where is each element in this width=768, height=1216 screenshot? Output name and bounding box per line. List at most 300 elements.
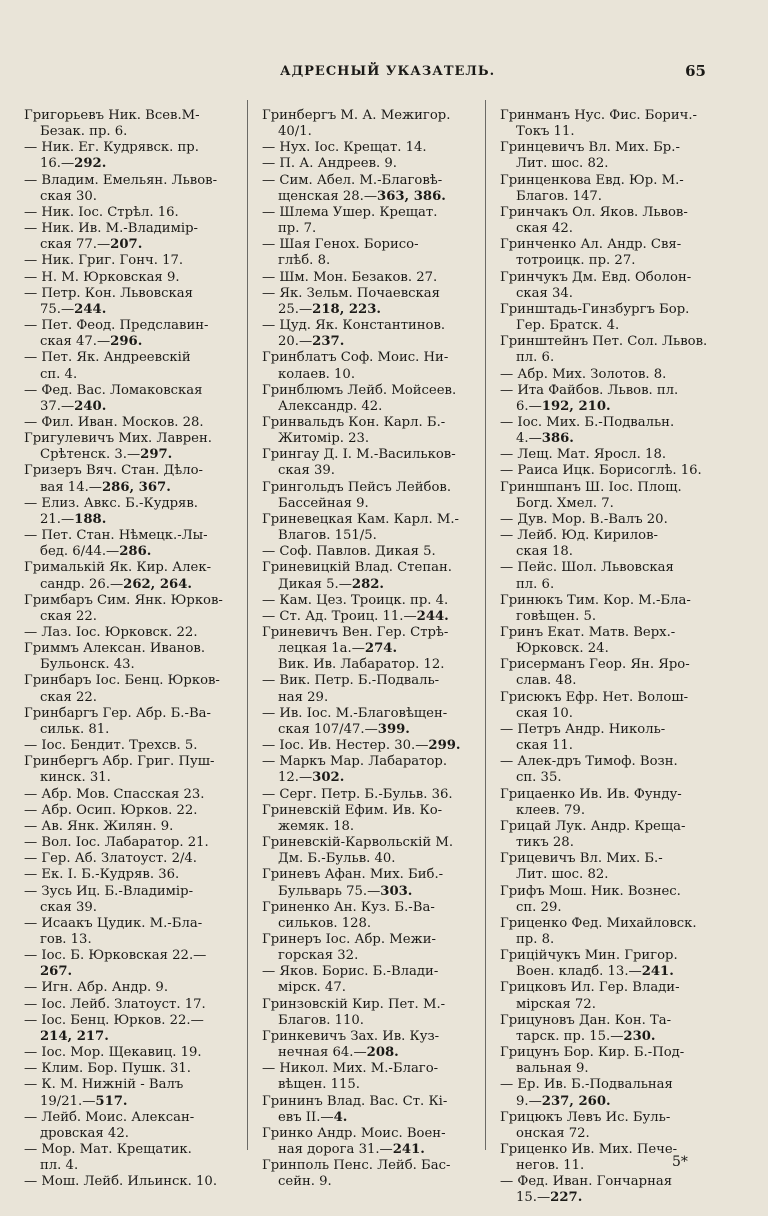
- entry-line: [262, 173, 474, 189]
- entry-line: [262, 625, 474, 641]
- phone-number: 297.: [140, 447, 173, 463]
- entry-text: — Гер. Аб. Златоуст. 2/4.: [24, 851, 197, 867]
- entry-line: [24, 189, 236, 205]
- entry-text: сильков. 128.: [278, 915, 372, 931]
- entry-line: [262, 512, 474, 528]
- entry-line: [24, 690, 236, 706]
- entry-line: [262, 819, 474, 835]
- entry-text: Грицуновъ Дан. Кон. Та-: [500, 1012, 672, 1028]
- entry-text: 19/21.—: [40, 1093, 96, 1109]
- entry-line: [24, 1158, 236, 1174]
- entry-line: [262, 237, 474, 253]
- signature-mark: 5*: [672, 1154, 688, 1170]
- entry-line: [500, 738, 714, 754]
- entry-text: — Соф. Павлов. Дикая 5.: [262, 544, 436, 560]
- entry-text: Грицунъ Бор. Кир. Б.-Под-: [500, 1045, 685, 1061]
- entry-line: [262, 803, 474, 819]
- entry-line: [24, 480, 236, 496]
- entry-text: Гринвальдъ Кон. Карл. Б.-: [262, 414, 446, 430]
- entry-text: Грисерманъ Геор. Ян. Яро-: [500, 657, 690, 673]
- entry-line: [24, 641, 236, 657]
- entry-text: вальная 9.: [516, 1061, 589, 1077]
- phone-number: 214, 217.: [40, 1028, 109, 1044]
- entry-text: гов. 13.: [40, 931, 92, 947]
- entry-line: [24, 722, 236, 738]
- entry-line: [24, 1174, 236, 1190]
- entry-line: [24, 819, 236, 835]
- entry-text: лецкая 1а.—: [278, 641, 365, 657]
- entry-line: [500, 787, 714, 803]
- entry-line: [24, 867, 236, 883]
- entry-line: [500, 221, 714, 237]
- entry-text: 16.—: [40, 156, 75, 172]
- entry-line: [24, 237, 236, 253]
- entry-line: [262, 1110, 474, 1126]
- entry-text: Гринбаргъ Гер. Абр. Б.-Ва-: [24, 705, 211, 721]
- entry-text: Гер. Братск. 4.: [516, 318, 620, 334]
- phone-number: 244.: [74, 301, 107, 317]
- entry-text: Дикая 5.—: [278, 576, 352, 592]
- entry-text: вая 14.—: [40, 479, 102, 495]
- entry-line: [24, 657, 236, 673]
- entry-line: [262, 593, 474, 609]
- entry-line: [24, 577, 236, 593]
- entry-text: — Дув. Мор. В.-Валъ 20.: [500, 511, 668, 527]
- entry-line: [24, 1013, 236, 1029]
- entry-line: [24, 399, 236, 415]
- entry-line: [500, 544, 714, 560]
- phone-number: 267.: [40, 964, 73, 980]
- entry-text: ская 42.: [516, 221, 573, 237]
- entry-text: Гриневскій-Карвольскій М.: [262, 835, 454, 851]
- entry-text: — Абр. Мов. Спасская 23.: [24, 786, 205, 802]
- entry-text: 40/1.: [278, 124, 312, 140]
- entry-text: Житомір. 23.: [278, 431, 370, 447]
- entry-text: Гринкевичъ Зах. Ив. Куз-: [262, 1028, 440, 1044]
- entry-line: [24, 593, 236, 609]
- entry-line: [500, 1094, 714, 1110]
- entry-text: — Іос. Ив. Нестер. 30.—: [262, 738, 429, 754]
- phone-number: 208.: [366, 1045, 399, 1061]
- entry-line: [500, 1013, 714, 1029]
- entry-text: — Іос. Б. Юрковская 22.—: [24, 948, 207, 964]
- entry-line: [24, 1045, 236, 1061]
- entry-line: [24, 803, 236, 819]
- entry-line: [262, 431, 474, 447]
- entry-line: [262, 657, 474, 673]
- entry-text: Гринблюмъ Лейб. Мойсеев.: [262, 382, 457, 398]
- entry-line: [500, 900, 714, 916]
- entry-text: пр. 7.: [278, 221, 317, 237]
- entry-text: Воен. кладб. 13.—: [516, 964, 642, 980]
- entry-text: Юрковск. 24.: [516, 641, 609, 657]
- entry-text: Гриневицкій Влад. Степан.: [262, 560, 452, 576]
- entry-line: [500, 1190, 714, 1206]
- entry-line: [500, 528, 714, 544]
- entry-line: [500, 997, 714, 1013]
- entry-text: — Шм. Мон. Безаков. 27.: [262, 269, 438, 285]
- entry-line: [262, 916, 474, 932]
- entry-line: [500, 754, 714, 770]
- entry-text: сандр. 26.—: [40, 576, 124, 592]
- entry-text: щенская 28.—: [278, 188, 378, 204]
- entry-text: Грицай Лук. Андр. Креща-: [500, 818, 686, 834]
- phone-number: 399.: [377, 721, 410, 737]
- entry-text: Гринеръ Іос. Абр. Межи-: [262, 931, 436, 947]
- entry-text: Гринбергъ М. А. Межигор.: [262, 108, 451, 123]
- entry-text: мірская 72.: [516, 996, 596, 1012]
- entry-text: евъ II.—: [278, 1109, 334, 1125]
- entry-line: [262, 1126, 474, 1142]
- entry-line: [500, 480, 714, 496]
- entry-line: [24, 1110, 236, 1126]
- entry-line: [500, 350, 714, 366]
- entry-text: — Ив. Іос. М.-Благовѣщен-: [262, 705, 448, 721]
- entry-text: — Шлема Ушер. Крещат.: [262, 204, 438, 220]
- entry-line: [500, 447, 714, 463]
- entry-text: ская 77.—: [40, 237, 111, 253]
- entry-line: [500, 577, 714, 593]
- entry-line: [24, 270, 236, 286]
- entry-line: [500, 625, 714, 641]
- entry-line: [500, 835, 714, 851]
- entry-line: [500, 706, 714, 722]
- entry-text: ская 39.: [278, 463, 335, 479]
- entry-text: пр. 8.: [516, 931, 555, 947]
- entry-text: — Яков. Борис. Б.-Влади-: [262, 964, 439, 980]
- entry-text: жемяк. 18.: [278, 818, 355, 834]
- entry-line: [500, 851, 714, 867]
- entry-text: Григорьевъ Ник. Всев.М-: [24, 108, 200, 123]
- entry-line: [24, 383, 236, 399]
- entry-line: [24, 835, 236, 851]
- entry-text: ская 18.: [516, 544, 573, 560]
- entry-text: — Пет. Феод. Предславин-: [24, 318, 209, 334]
- phone-number: 230.: [623, 1028, 656, 1044]
- entry-line: [262, 738, 474, 754]
- entry-line: [262, 609, 474, 625]
- entry-line: [500, 1045, 714, 1061]
- entry-line: [500, 560, 714, 576]
- entry-line: [24, 1061, 236, 1077]
- entry-text: — Фил. Иван. Москов. 28.: [24, 414, 204, 430]
- entry-line: [262, 706, 474, 722]
- entry-line: [262, 560, 474, 576]
- entry-text: Токъ 11.: [516, 124, 575, 140]
- entry-text: Гриневъ Афан. Мих. Биб.-: [262, 867, 444, 883]
- entry-line: [262, 447, 474, 463]
- entry-text: 21.—: [40, 511, 75, 527]
- entry-line: [262, 1029, 474, 1045]
- entry-line: [262, 835, 474, 851]
- phone-number: 237, 260.: [541, 1093, 611, 1109]
- entry-text: Александр. 42.: [278, 398, 383, 414]
- entry-text: — Іос. Бендит. Трехсв. 5.: [24, 738, 198, 754]
- entry-line: [500, 1077, 714, 1093]
- entry-line: [24, 738, 236, 754]
- entry-text: колаев. 10.: [278, 366, 356, 382]
- entry-text: ская 107/47.—: [278, 721, 378, 737]
- entry-text: ская 11.: [516, 738, 573, 754]
- page-header: [0, 62, 768, 84]
- entry-text: — Алек-дръ Тимоф. Возн.: [500, 754, 678, 770]
- entry-text: Влагов. 151/5.: [278, 528, 377, 544]
- entry-text: Гриценко Фед. Михайловск.: [500, 915, 697, 931]
- entry-text: 37.—: [40, 398, 75, 414]
- entry-line: [500, 318, 714, 334]
- entry-line: [262, 1158, 474, 1174]
- entry-text: нечная 64.—: [278, 1045, 367, 1061]
- entry-text: кинск. 31.: [40, 770, 111, 786]
- entry-line: [262, 1045, 474, 1061]
- entry-line: [24, 1094, 236, 1110]
- entry-text: — Іос. Бенц. Юрков. 22.—: [24, 1012, 204, 1028]
- entry-line: [24, 1142, 236, 1158]
- entry-line: [24, 980, 236, 996]
- entry-text: — Мор. Мат. Крещатик.: [24, 1142, 192, 1157]
- entry-text: — Цуд. Як. Константинов.: [262, 318, 446, 334]
- entry-line: [500, 512, 714, 528]
- entry-line: [262, 302, 474, 318]
- entry-text: Гринштейнъ Пет. Сол. Львов.: [500, 334, 708, 350]
- entry-line: [262, 318, 474, 334]
- entry-text: пл. 4.: [40, 1158, 79, 1174]
- phone-number: 363, 386.: [377, 188, 446, 204]
- entry-text: Гринченко Ал. Андр. Свя-: [500, 237, 682, 253]
- phone-number: 218, 223.: [312, 301, 382, 317]
- entry-line: [24, 496, 236, 512]
- entry-line: [500, 770, 714, 786]
- entry-text: пл. 6.: [516, 576, 555, 592]
- entry-line: [262, 367, 474, 383]
- entry-line: [500, 156, 714, 172]
- entry-line: [262, 189, 474, 205]
- entry-text: пл. 6.: [516, 350, 555, 366]
- entry-text: — Ер. Ив. Б.-Подвальная: [500, 1077, 673, 1093]
- entry-line: [24, 1029, 236, 1045]
- entry-line: [500, 189, 714, 205]
- phone-number: 188.: [74, 511, 107, 527]
- entry-text: — Исаакъ Цудик. М.-Бла-: [24, 915, 203, 931]
- entry-text: дровская 42.: [40, 1125, 129, 1141]
- phone-number: 299.: [428, 738, 461, 754]
- entry-text: Гринбаръ Іос. Бенц. Юрков-: [24, 673, 220, 689]
- entry-text: Гринбергъ Абр. Григ. Пуш-: [24, 754, 215, 770]
- entry-line: [500, 286, 714, 302]
- entry-line: [500, 140, 714, 156]
- phone-number: 274.: [364, 641, 398, 657]
- entry-line: [500, 1174, 714, 1190]
- entry-line: [262, 900, 474, 916]
- entry-text: — Іос. Лейб. Златоуст. 17.: [24, 996, 206, 1012]
- entry-text: — Ита Файбов. Львов. пл.: [500, 382, 679, 398]
- entry-line: [24, 754, 236, 770]
- entry-line: [24, 431, 236, 447]
- entry-line: [262, 334, 474, 350]
- entry-line: [262, 1061, 474, 1077]
- entry-text: Гриневецкая Кам. Карл. М.-: [262, 511, 460, 527]
- entry-line: [262, 577, 474, 593]
- entry-line: [262, 673, 474, 689]
- entry-text: Грингау Д. І. М.-Васильков-: [262, 447, 456, 463]
- entry-line: [500, 108, 714, 124]
- entry-text: Гризеръ Вяч. Стан. Дѣло-: [24, 463, 203, 479]
- entry-text: — Нух. Іос. Крещат. 14.: [262, 140, 427, 156]
- entry-text: 6.—: [516, 398, 542, 414]
- entry-line: [500, 884, 714, 900]
- entry-text: Гринъ Екат. Матв. Верх.-: [500, 625, 676, 640]
- entry-line: [262, 948, 474, 964]
- entry-line: [500, 964, 714, 980]
- entry-line: [262, 867, 474, 883]
- entry-line: [500, 657, 714, 673]
- entry-text: — Іос. Мор. Щекавиц. 19.: [24, 1045, 202, 1061]
- entry-line: [24, 205, 236, 221]
- entry-text: глѣб. 8.: [278, 253, 331, 269]
- entry-text: Гринюкъ Тим. Кор. М.-Бла-: [500, 592, 691, 608]
- entry-text: 75.—: [40, 301, 75, 317]
- entry-line: [24, 415, 236, 431]
- entry-line: [262, 1013, 474, 1029]
- entry-text: ская 34.: [516, 285, 573, 301]
- entry-text: — Лаз. Іос. Юрковск. 22.: [24, 625, 198, 640]
- entry-text: сп. 29.: [516, 899, 562, 915]
- entry-text: Благов. 110.: [278, 1012, 364, 1028]
- entry-text: сп. 4.: [40, 366, 78, 382]
- entry-text: Гринзовскій Кир. Пет. М.-: [262, 996, 446, 1012]
- phone-number: 292.: [74, 156, 107, 172]
- entry-text: — Як. Зельм. Почаевская: [262, 285, 440, 301]
- entry-text: — Ник. Григ. Гонч. 17.: [24, 253, 184, 269]
- entry-text: ная 29.: [278, 689, 329, 705]
- entry-text: Грицаенко Ив. Ив. Фунду-: [500, 786, 682, 802]
- entry-line: [24, 1077, 236, 1093]
- entry-line: [500, 1029, 714, 1045]
- entry-line: [24, 770, 236, 786]
- entry-text: — Клим. Бор. Пушк. 31.: [24, 1061, 191, 1077]
- entry-text: Гримбаръ Сим. Янк. Юрков-: [24, 592, 223, 608]
- entry-text: ская 10.: [516, 705, 573, 721]
- entry-text: Гринманъ Нус. Фис. Борич.-: [500, 108, 698, 123]
- entry-text: ская 47.—: [40, 334, 111, 350]
- entry-line: [500, 1110, 714, 1126]
- entry-line: [262, 350, 474, 366]
- entry-text: — Ав. Янк. Жилян. 9.: [24, 818, 174, 834]
- entry-text: — Лейб. Моис. Алексан-: [24, 1109, 195, 1125]
- entry-text: Гринштадь-Гинзбургъ Бор.: [500, 301, 690, 317]
- entry-line: [24, 673, 236, 689]
- entry-text: — Абр. Мих. Золотов. 8.: [500, 366, 667, 382]
- entry-line: [262, 1142, 474, 1158]
- entry-line: [262, 641, 474, 657]
- entry-text: Срѣтенск. 3.—: [40, 447, 141, 463]
- entry-text: Гриншпанъ Ш. Іос. Площ.: [500, 479, 682, 495]
- entry-line: [262, 884, 474, 900]
- entry-line: [500, 463, 714, 479]
- entry-line: [24, 367, 236, 383]
- entry-text: — Серг. Петр. Б.-Бульв. 36.: [262, 786, 453, 802]
- entry-text: — Никол. Мих. М.-Благо-: [262, 1061, 439, 1077]
- entry-text: Гринко Андр. Моис. Воен-: [262, 1125, 446, 1141]
- entry-text: Гринцевичъ Вл. Мих. Бр.-: [500, 140, 680, 156]
- entry-line: [500, 641, 714, 657]
- entry-line: [24, 463, 236, 479]
- page-number: 65: [685, 62, 706, 80]
- entry-line: [24, 512, 236, 528]
- entry-text: ская 30.: [40, 188, 97, 204]
- phone-number: 192, 210.: [541, 398, 611, 414]
- phone-number: 517.: [95, 1093, 128, 1109]
- entry-line: [262, 399, 474, 415]
- entry-text: слав. 48.: [516, 673, 577, 689]
- entry-text: ская 22.: [40, 608, 97, 624]
- entry-line: [24, 916, 236, 932]
- entry-text: тотроицк. пр. 27.: [516, 253, 636, 269]
- entry-text: — Шая Генох. Борисо-: [262, 237, 419, 253]
- entry-text: — Іос. Мих. Б.-Подвальн.: [500, 414, 675, 430]
- entry-line: [24, 302, 236, 318]
- entry-text: — Пет. Як. Андреевскій: [24, 350, 191, 366]
- phone-number: 286.: [119, 544, 152, 560]
- entry-line: [262, 851, 474, 867]
- entry-line: [500, 932, 714, 948]
- entry-text: Грингольдъ Пейсъ Лейбов.: [262, 479, 452, 495]
- entry-line: [500, 431, 714, 447]
- entry-text: — Фед. Вас. Ломаковская: [24, 382, 203, 398]
- entry-line: [24, 140, 236, 156]
- entry-text: — Петръ Андр. Николь-: [500, 721, 666, 737]
- entry-text: Гринблатъ Соф. Моис. Ни-: [262, 350, 449, 366]
- entry-text: Лит. шос. 82.: [516, 156, 609, 172]
- entry-text: Грицюкъ Левъ Ис. Буль-: [500, 1109, 671, 1125]
- entry-line: [24, 108, 236, 124]
- entry-text: — Ник. Іос. Стрѣл. 16.: [24, 204, 179, 220]
- entry-text: — Сим. Абел. М.-Благовѣ-: [262, 172, 443, 188]
- entry-line: [500, 916, 714, 932]
- entry-line: [262, 140, 474, 156]
- entry-line: [262, 383, 474, 399]
- entry-text: ная дорога 31.—: [278, 1142, 393, 1157]
- entry-line: [24, 544, 236, 560]
- entry-text: сп. 35.: [516, 770, 562, 786]
- phone-number: 286, 367.: [101, 479, 171, 495]
- entry-text: Дм. Б.-Бульв. 40.: [278, 851, 396, 867]
- entry-line: [262, 221, 474, 237]
- entry-line: [24, 173, 236, 189]
- entry-text: 12.—: [278, 770, 313, 786]
- address-column-3: [500, 108, 714, 1207]
- entry-line: [24, 932, 236, 948]
- entry-text: — Лещ. Мат. Яросл. 18.: [500, 447, 667, 463]
- entry-text: — Н. М. Юрковская 9.: [24, 269, 180, 285]
- entry-text: ская 22.: [40, 689, 97, 705]
- entry-text: — Раиса Ицк. Борисоглѣ. 16.: [500, 463, 702, 479]
- phone-number: 244.: [416, 608, 449, 624]
- phone-number: 241.: [641, 964, 674, 980]
- column-divider: [485, 100, 486, 1150]
- entry-line: [500, 399, 714, 415]
- entry-line: [24, 964, 236, 980]
- entry-line: [262, 156, 474, 172]
- entry-line: [262, 690, 474, 706]
- entry-line: [24, 851, 236, 867]
- entry-line: [500, 173, 714, 189]
- entry-text: Бульонск. 43.: [40, 657, 135, 673]
- entry-line: [262, 270, 474, 286]
- entry-text: Гринценкова Евд. Юр. М.-: [500, 172, 684, 188]
- entry-line: [500, 496, 714, 512]
- entry-line: [500, 803, 714, 819]
